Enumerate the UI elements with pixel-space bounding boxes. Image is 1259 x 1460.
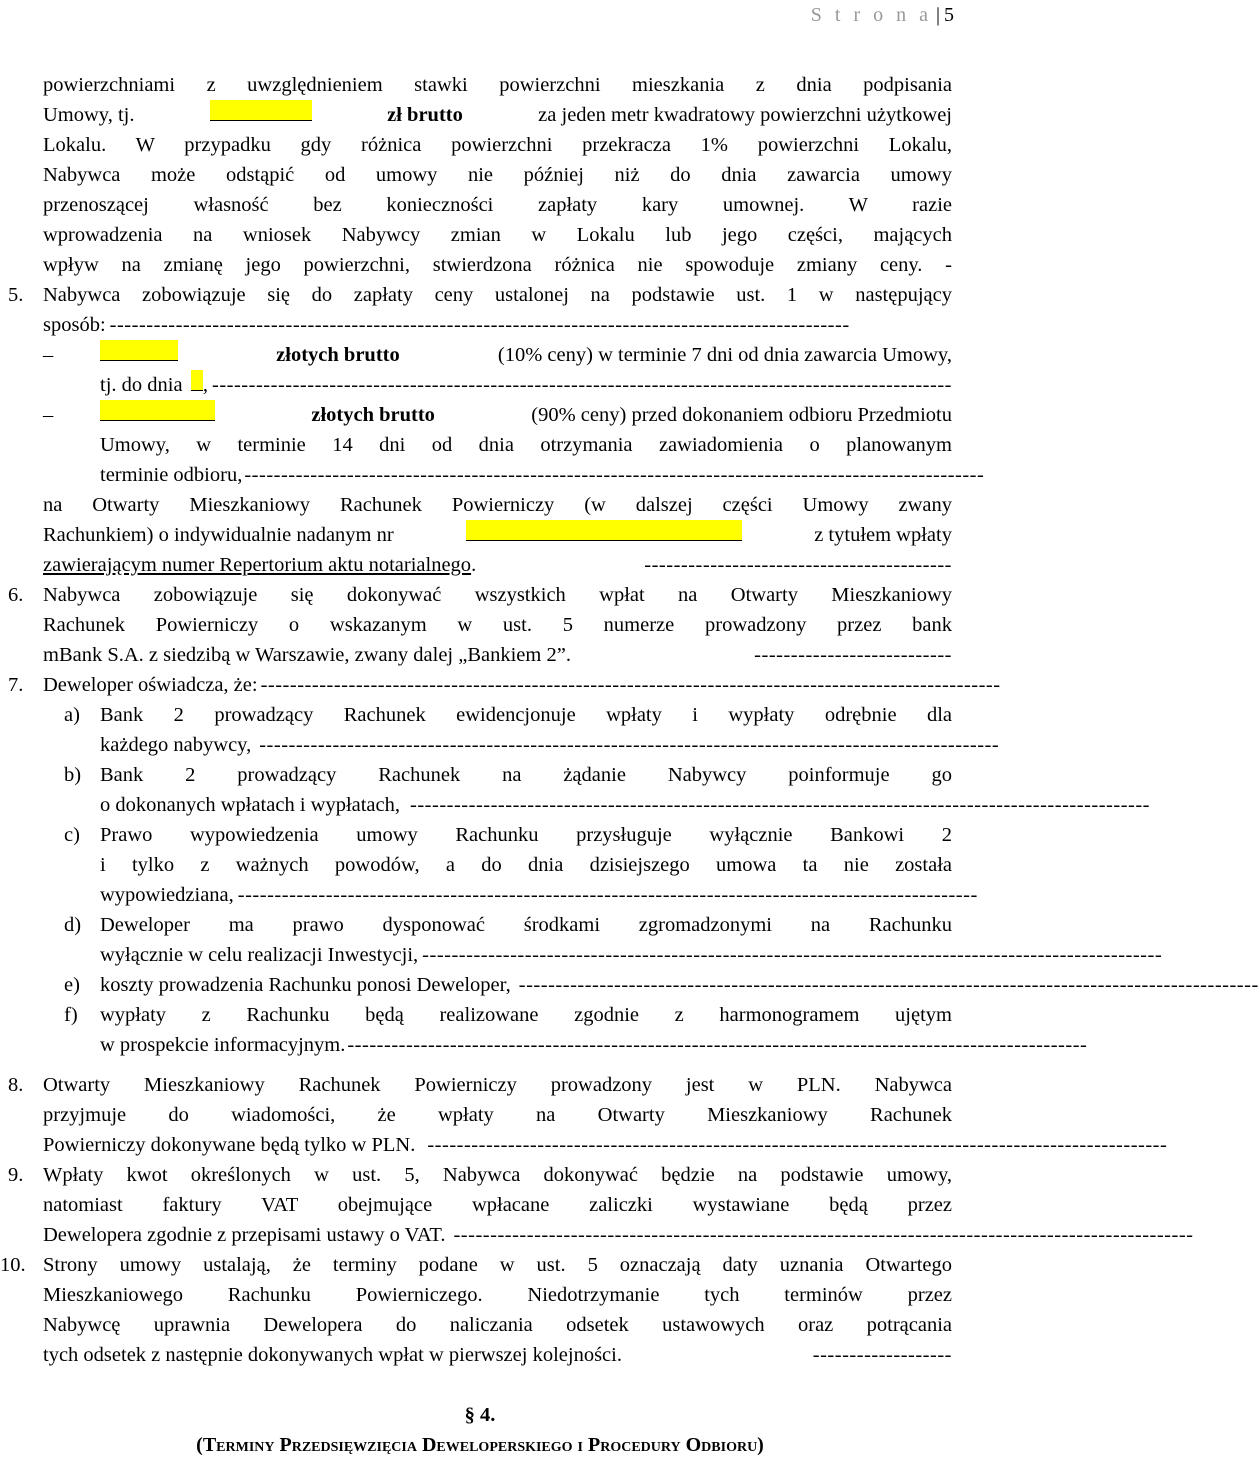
paragraph-line: na Otwarty Mieszkaniowy Rachunek Powierniczy (w dalszej części Umowy zwany [43,494,952,516]
paragraph-line: Rachunkiem) o indywidualnie nadanym nr z tytułem wpłaty [43,520,952,550]
account-number-blank[interactable] [466,520,742,541]
paragraph-line: wypłaty z Rachunku będą realizowane zgodnie z harmonogramem ujętym [100,1004,952,1026]
paragraph-line: Umowy, tj. zł brutto za jeden metr kwadratowy powierzchni użytkowej [43,100,952,130]
bullet-dash: – [43,344,54,366]
paragraph-line: mBank S.A. z siedzibą w Warszawie, zwany dalej „Bankiem 2”. --------------------------- [43,644,952,666]
paragraph-line: Prawo wypowiedzenia umowy Rachunku przysługuje wyłącznie Bankowi 2 [100,824,952,846]
price-per-m2-blank[interactable] [210,100,312,121]
list-letter: c) [64,824,80,846]
paragraph-line: Powierniczy dokonywane będą tylko w PLN. ----------------------------------------------------------------------------------------------------- [43,1134,1168,1156]
page-header-word: S t r o n a [810,4,932,26]
paragraph-line: tych odsetek z następnie dokonywanych wpłat w pierwszej kolejności. ------------------- [43,1344,952,1366]
paragraph-line: Nabywcę uprawnia Dewelopera do naliczania odsetek ustawowych oraz potrącania [43,1314,952,1336]
section-number: § 4. [464,1404,496,1426]
paragraph-line: przenoszącej własność bez konieczności zapłaty kary umownej. W razie [43,194,952,216]
down-payment-amount-blank[interactable] [100,340,178,361]
paragraph-line: wyłącznie w celu realizacji Inwestycji, ----------------------------------------------------------------------------------------------------- [100,944,1163,966]
paragraph-line: Otwarty Mieszkaniowy Rachunek Powierniczy prowadzony jest w PLN. Nabywca [43,1074,952,1096]
item-number: 10. [0,1254,26,1276]
paragraph-line: Wpłaty kwot określonych w ust. 5, Nabywca dokonywać będzie na podstawie umowy, [43,1164,952,1186]
item-number: 8. [8,1074,24,1096]
item-number: 6. [8,584,24,606]
paragraph-line: przyjmuje do wiadomości, że wpłaty na Otwarty Mieszkaniowy Rachunek [43,1104,952,1126]
paragraph-line: tj. do dnia , ----------------------------------------------------------------------------------------------------- [100,370,952,400]
paragraph-line: każdego nabywcy, ----------------------------------------------------------------------------------------------------- [100,734,1000,756]
paragraph-line: Nabywca może odstąpić od umowy nie później niż do dnia zawarcia umowy [43,164,952,186]
item-number: 5. [8,284,24,306]
list-letter: e) [64,974,80,996]
paragraph-line: w prospekcie informacyjnym. ----------------------------------------------------------------------------------------------------- [100,1034,1088,1056]
paragraph-line: Dewelopera zgodnie z przepisami ustawy o VAT. ----------------------------------------------------------------------------------------------------- [43,1224,1194,1246]
paragraph-line: wpływ na zmianę jego powierzchni, stwierdzona różnica nie spowoduje zmiany ceny. - [43,254,952,276]
paragraph-line: złotych brutto (90% ceny) przed dokonaniem odbioru Przedmiotu [100,400,952,430]
bullet-dash: – [43,404,54,426]
paragraph-line: wprowadzenia na wniosek Nabywcy zmian w Lokalu lub jego części, mających [43,224,952,246]
paragraph-line: Strony umowy ustalają, że terminy podane w ust. 5 oznaczają daty uznania Otwartego [43,1254,952,1276]
page-number: 5 [944,4,954,26]
down-payment-date-blank[interactable] [191,370,203,391]
list-letter: b) [64,764,82,786]
paragraph-line: Nabywca zobowiązuje się dokonywać wszystkich wpłat na Otwarty Mieszkaniowy [43,584,952,606]
paragraph-line: Lokalu. W przypadku gdy różnica powierzchni przekracza 1% powierzchni Lokalu, [43,134,952,156]
list-letter: d) [64,914,82,936]
paragraph-line: sposób: ----------------------------------------------------------------------------------------------------- [43,314,850,336]
paragraph-line: koszty prowadzenia Rachunku ponosi Deweloper, ----------------------------------------------------------------------------------------------------- [100,974,1259,996]
paragraph-line: Rachunek Powierniczy o wskazanym w ust. 5 numerze prowadzony przez bank [43,614,952,636]
item-number: 7. [8,674,24,696]
paragraph-line: złotych brutto (10% ceny) w terminie 7 dni od dnia zawarcia Umowy, [100,340,952,370]
paragraph-line: Bank 2 prowadzący Rachunek ewidencjonuje wpłaty i wypłaty odrębnie dla [100,704,952,726]
paragraph-line: natomiast faktury VAT obejmujące wpłacane zaliczki wystawiane będą przez [43,1194,952,1216]
paragraph-line: Umowy, w terminie 14 dni od dnia otrzymania zawiadomienia o planowanym [100,434,952,456]
item-number: 9. [8,1164,24,1186]
section-title: (Terminy Przedsięwzięcia Deweloperskiego i Procedury Odbioru) [196,1434,764,1456]
paragraph-line: Bank 2 prowadzący Rachunek na żądanie Nabywcy poinformuje go [100,764,952,786]
paragraph-line: terminie odbioru, ----------------------------------------------------------------------------------------------------- [100,464,985,486]
page-header [811,4,954,27]
paragraph-line: i tylko z ważnych powodów, a do dnia dzisiejszego umowa ta nie została [100,854,952,876]
paragraph-line: Deweloper oświadcza, że: ----------------------------------------------------------------------------------------------------- [43,674,1001,696]
paragraph-line: o dokonanych wpłatach i wypłatach, ----------------------------------------------------------------------------------------------------- [100,794,1151,816]
page-header-separator: | [935,4,940,26]
paragraph-line: Nabywca zobowiązuje się do zapłaty ceny ustalonej na podstawie ust. 1 w następujący [43,284,952,306]
list-letter: a) [64,704,80,726]
paragraph-line: wypowiedziana, ----------------------------------------------------------------------------------------------------- [100,884,978,906]
paragraph-line: zawierającym numer Repertorium aktu notarialnego . ------------------------------------------ [43,554,952,576]
paragraph-line: Deweloper ma prawo dysponować środkami zgromadzonymi na Rachunku [100,914,952,936]
paragraph-line: Mieszkaniowego Rachunku Powierniczego. Niedotrzymanie tych terminów przez [43,1284,952,1306]
final-payment-amount-blank[interactable] [100,400,215,421]
list-letter: f) [64,1004,78,1026]
paragraph-line: powierzchniami z uwzględnieniem stawki powierzchni mieszkania z dnia podpisania [43,74,952,96]
